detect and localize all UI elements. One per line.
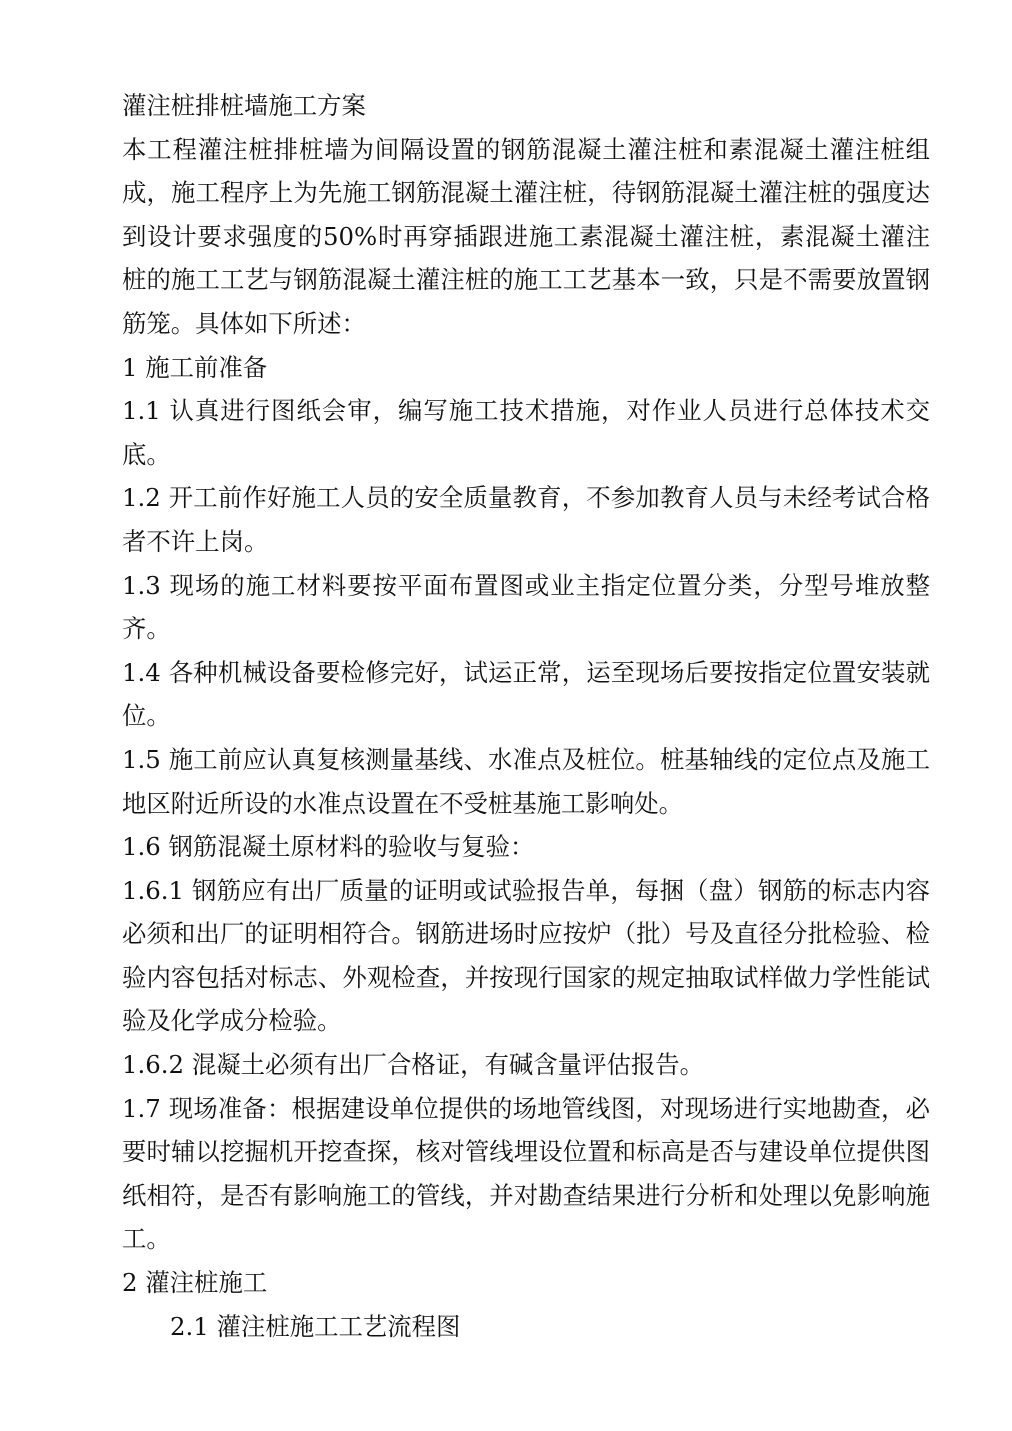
paragraph-1-7: 1.7 现场准备：根据建设单位提供的场地管线图，对现场进行实地勘查，必要时辅以挖掘机开挖查探，核对管线埋设位置和标高是否与建设单位提供图纸相符，是否有影响施工的管线，并对勘查结果进行分析和处理以免影响施工。: [122, 1093, 930, 1254]
paragraph-1-3: 1.3 现场的施工材料要按平面布置图或业主指定位置分类，分型号堆放整齐。: [122, 570, 930, 644]
paragraph-2-1: 2.1 灌注桩施工工艺流程图: [170, 1311, 461, 1341]
section-heading-2: 2 灌注桩施工: [122, 1268, 268, 1298]
paragraph-1-4: 1.4 各种机械设备要检修完好，试运正常，运至现场后要按指定位置安装就位。: [122, 657, 930, 731]
section-heading-1: 1 施工前准备: [122, 352, 268, 382]
paragraph-1-6: 1.6 钢筋混凝土原材料的验收与复验：: [122, 832, 535, 862]
paragraph-1-5: 1.5 施工前应认真复核测量基线、水准点及桩位。桩基轴线的定位点及施工地区附近所设的水准点设置在不受桩基施工影响处。: [122, 744, 930, 818]
document-page: [122, 84, 930, 1348]
paragraph-1-6-2: 1.6.2 混凝土必须有出厂合格证，有碱含量评估报告。: [122, 1050, 705, 1080]
intro-paragraph: 本工程灌注桩排桩墙为间隔设置的钢筋混凝土灌注桩和素混凝土灌注桩组成，施工程序上为先施工钢筋混凝土灌注桩，待钢筋混凝土灌注桩的强度达到设计要求强度的50%时再穿插跟进施工素混凝土灌注桩，素混凝土灌注桩的施工工艺与钢筋混凝土灌注桩的施工工艺基本一致，只是不需要放置钢筋笼。具体如下所述：: [122, 134, 930, 338]
paragraph-1-6-1: 1.6.1 钢筋应有出厂质量的证明或试验报告单，每捆（盘）钢筋的标志内容必须和出厂的证明相符合。钢筋进场时应按炉（批）号及直径分批检验、检验内容包括对标志、外观检查，并按现行国家的规定抽取试样做力学性能试验及化学成分检验。: [122, 875, 930, 1036]
document-title: 灌注桩排桩墙施工方案: [122, 91, 366, 120]
paragraph-1-2: 1.2 开工前作好施工人员的安全质量教育，不参加教育人员与未经考试合格者不许上岗。: [122, 483, 930, 556]
paragraph-1-1: 1.1 认真进行图纸会审，编写施工技术措施，对作业人员进行总体技术交底。: [122, 396, 930, 469]
